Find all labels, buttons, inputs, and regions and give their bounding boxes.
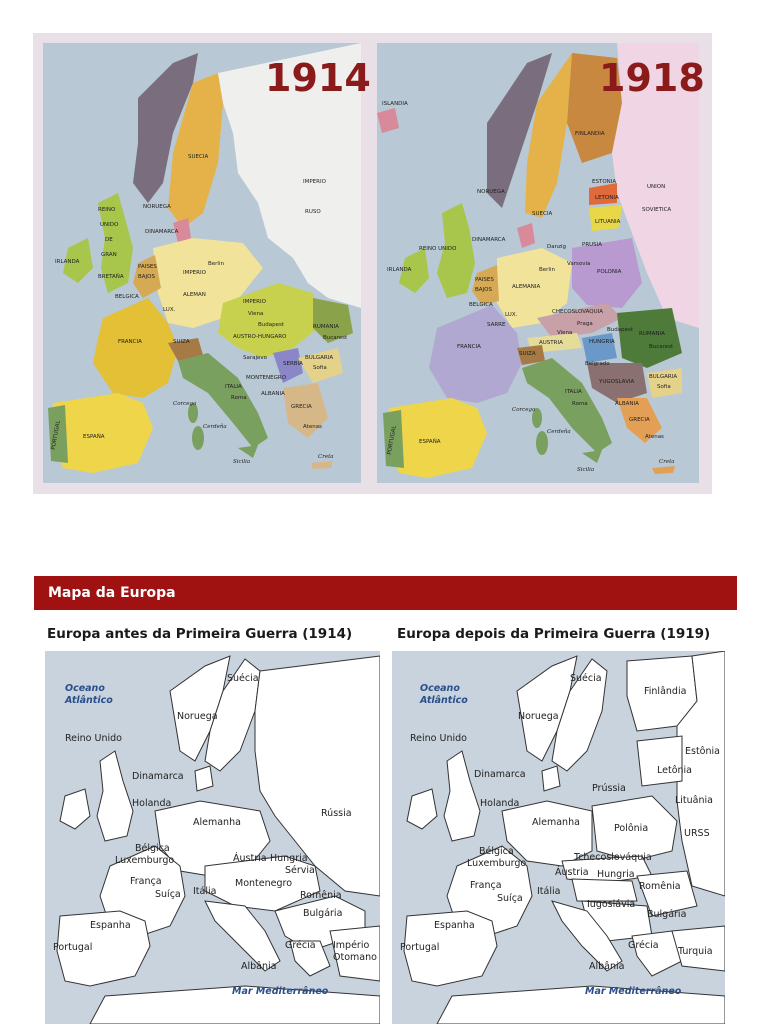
label-suecia: SUECIA bbox=[532, 211, 553, 217]
label-sovietica: SOVIETICA bbox=[642, 207, 672, 213]
year-label-1918: 1918 bbox=[599, 56, 705, 100]
label-berlin: Berlin bbox=[208, 261, 224, 267]
label-holanda: Holanda bbox=[480, 798, 520, 809]
label-reino-unido: REINO UNIDO bbox=[419, 246, 457, 252]
label-paises-1: PAISES bbox=[475, 277, 494, 283]
label-albania: ALBANIA bbox=[615, 401, 639, 407]
label-espana: ESPAÑA bbox=[83, 434, 105, 440]
label-noruega: Noruega bbox=[177, 711, 218, 722]
label-suica: Suíça bbox=[155, 889, 181, 900]
label-budapest: Budapest bbox=[607, 327, 634, 333]
label-lux: LUX. bbox=[505, 312, 518, 318]
label-portugal: Portugal bbox=[400, 942, 440, 953]
label-viena: Viena bbox=[248, 311, 264, 317]
label-atenas: Atenas bbox=[303, 424, 322, 430]
label-corcega: Corcega bbox=[512, 407, 536, 413]
label-oceano-2: Atlântico bbox=[65, 695, 113, 706]
label-reino-1: REINO bbox=[98, 207, 116, 213]
label-dinamarca: Dinamarca bbox=[132, 771, 184, 782]
label-noruega: Noruega bbox=[518, 711, 559, 722]
land-denmark bbox=[195, 766, 213, 791]
label-imperio-au: IMPERIO bbox=[243, 299, 266, 305]
label-romenia: Romênia bbox=[639, 881, 681, 892]
label-danzig: Danzig bbox=[547, 244, 566, 250]
map-1914 bbox=[43, 43, 371, 483]
label-letonia: Letônia bbox=[657, 765, 692, 776]
label-grecia: Grécia bbox=[628, 940, 659, 951]
label-mar-mediterraneo: Mar Mediterrâneo bbox=[232, 986, 329, 997]
label-hungria: HUNGRIA bbox=[589, 339, 615, 345]
map-after-war bbox=[392, 651, 725, 1024]
label-bulgaria: Bulgária bbox=[303, 908, 343, 919]
colored-maps-svg bbox=[33, 33, 712, 494]
label-dinamarca: Dinamarca bbox=[474, 769, 526, 780]
label-iugoslavia: Iugoslávia bbox=[587, 899, 636, 910]
label-austro-hungaro: AUSTRO-HUNGARO bbox=[233, 334, 287, 340]
label-budapest: Budapest bbox=[258, 322, 285, 328]
label-dinamarca: DINAMARCA bbox=[145, 229, 179, 235]
label-grecia: GRECIA bbox=[291, 404, 312, 410]
label-irlanda: IRLANDA bbox=[387, 267, 412, 273]
label-creta: Creta bbox=[318, 454, 334, 460]
label-austria: Áustria bbox=[555, 867, 589, 878]
label-letonia: LETONIA bbox=[595, 195, 619, 201]
label-tchecoslovaquia: Tchecoslováquia bbox=[574, 852, 652, 863]
label-sarre: SARRE bbox=[487, 322, 506, 328]
label-alemania: ALEMANIA bbox=[512, 284, 541, 290]
label-oceano-2: Atlântico bbox=[420, 695, 468, 706]
label-sofia: Sofia bbox=[657, 384, 671, 390]
label-rumania: RUMANIA bbox=[639, 331, 665, 337]
label-italia: Itália bbox=[537, 886, 561, 897]
label-russia: Rússia bbox=[321, 808, 352, 819]
label-cerdena: Cerdeña bbox=[203, 424, 227, 430]
label-bulgaria: Bulgária bbox=[647, 909, 687, 920]
subtitle-after-war: Europa depois da Primeira Guerra (1919) bbox=[397, 626, 711, 642]
region-spain bbox=[50, 393, 153, 473]
label-italia: Itália bbox=[193, 886, 217, 897]
label-oceano-1: Oceano bbox=[65, 683, 105, 694]
label-bucarest: Bucarest bbox=[323, 335, 348, 341]
label-francia: FRANCIA bbox=[118, 339, 142, 345]
label-dinamarca: DINAMARCA bbox=[472, 237, 506, 243]
label-bucarest: Bucarest bbox=[649, 344, 674, 350]
label-italia: ITALIA bbox=[225, 384, 242, 390]
label-irlanda: IRLANDA bbox=[55, 259, 80, 265]
label-reino-4: GRAN bbox=[101, 252, 117, 258]
label-portugal: PORTUGAL bbox=[50, 420, 62, 451]
label-portugal: PORTUGAL bbox=[386, 425, 398, 456]
label-sicilia: Sicilia bbox=[233, 459, 251, 465]
label-paises-2: BAJOS bbox=[138, 274, 155, 280]
region-lithuania bbox=[589, 205, 622, 231]
label-lituania: Lituânia bbox=[675, 795, 713, 806]
label-imperio-aleman-1: IMPERIO bbox=[183, 270, 206, 276]
label-alemanha: Alemanha bbox=[532, 817, 580, 828]
label-servia: Sérvia bbox=[285, 865, 315, 876]
label-oceano-1: Oceano bbox=[420, 683, 460, 694]
label-sarajevo: Sarajevo bbox=[243, 355, 268, 361]
label-estonia: ESTONIA bbox=[592, 179, 617, 185]
label-suecia: Suécia bbox=[570, 673, 602, 684]
land-baltics bbox=[637, 736, 682, 786]
label-espana: ESPAÑA bbox=[419, 439, 441, 445]
label-belgica: Bélgica bbox=[135, 843, 170, 854]
label-espanha: Espanha bbox=[434, 920, 475, 931]
label-corcega: Corcega bbox=[173, 401, 197, 407]
label-reino-unido: Reino Unido bbox=[410, 733, 467, 744]
label-polonia: POLONIA bbox=[597, 269, 622, 275]
label-viena: Viena bbox=[557, 330, 573, 336]
label-belgica: BELGICA bbox=[115, 294, 139, 300]
label-hungria: Hungria bbox=[597, 869, 635, 880]
label-bulgaria: BULGARIA bbox=[305, 355, 334, 361]
label-finlandia: FINLANDIA bbox=[575, 131, 605, 137]
label-albania: Albânia bbox=[241, 961, 277, 972]
label-roma: Roma bbox=[572, 401, 588, 407]
label-imperio-ruso-2: RUSO bbox=[305, 209, 321, 215]
label-austria: AUSTRIA bbox=[539, 340, 563, 346]
panel-header-title: Mapa da Europa bbox=[48, 585, 176, 601]
label-creta: Creta bbox=[659, 459, 675, 465]
subtitle-before-war: Europa antes da Primeira Guerra (1914) bbox=[47, 626, 353, 642]
panel-header bbox=[34, 576, 737, 610]
label-suiza: SUIZA bbox=[519, 351, 536, 357]
region-hungary bbox=[582, 333, 617, 363]
label-praga: Praga bbox=[577, 321, 593, 327]
label-montenegro: MONTENEGRO bbox=[246, 375, 287, 381]
label-reino-2: UNIDO bbox=[100, 222, 119, 228]
label-lux: LUX. bbox=[163, 307, 176, 313]
label-suica: Suíça bbox=[497, 893, 523, 904]
label-urss: URSS bbox=[684, 828, 710, 839]
label-finlandia: Finlândia bbox=[644, 686, 687, 697]
label-grecia: Grécia bbox=[285, 940, 316, 951]
label-sofia: Sofia bbox=[313, 365, 327, 371]
label-italia: ITALIA bbox=[565, 389, 582, 395]
label-roma: Roma bbox=[231, 395, 247, 401]
historical-maps-1914-1918 bbox=[33, 33, 712, 494]
label-sicilia: Sicilia bbox=[577, 467, 595, 473]
label-yugoslavia: YUGOSLAVIA bbox=[599, 379, 635, 385]
label-alemanha: Alemanha bbox=[193, 817, 241, 828]
label-portugal: Portugal bbox=[53, 942, 93, 953]
label-imperio-2: Otomano bbox=[333, 952, 377, 963]
label-paises-1: PAISES bbox=[138, 264, 157, 270]
label-islandia: ISLANDIA bbox=[382, 101, 408, 107]
label-montenegro: Montenegro bbox=[235, 878, 293, 889]
label-romenia: Romênia bbox=[300, 890, 342, 901]
label-estonia: Estônia bbox=[685, 746, 720, 757]
label-prusia: PRUSIA bbox=[582, 242, 603, 248]
label-polonia: Polônia bbox=[614, 823, 649, 834]
region-bulgaria bbox=[647, 368, 682, 398]
label-bulgaria: BULGARIA bbox=[649, 374, 678, 380]
label-rumania: RUMANIA bbox=[313, 324, 339, 330]
label-checoslovaquia: CHECOSLOVAQUIA bbox=[552, 309, 604, 315]
label-suiza: SUIZA bbox=[173, 339, 190, 345]
label-imperio-ruso-1: IMPERIO bbox=[303, 179, 326, 185]
land-austria-hungary bbox=[572, 879, 637, 901]
label-noruega: NORUEGA bbox=[477, 189, 505, 195]
label-grecia: GRECIA bbox=[629, 417, 650, 423]
label-paises-2: BAJOS bbox=[475, 287, 492, 293]
label-atenas: Atenas bbox=[645, 434, 664, 440]
label-austria-hungria: Áustria-Hungria bbox=[233, 853, 308, 864]
year-label-1914: 1914 bbox=[265, 56, 371, 100]
map-1918 bbox=[377, 43, 705, 483]
label-reino-3: DE bbox=[105, 237, 113, 243]
label-imperio-aleman-2: ALEMAN bbox=[183, 292, 206, 298]
land-denmark bbox=[542, 766, 560, 791]
label-holanda: Holanda bbox=[132, 798, 172, 809]
label-luxemburgo: Luxemburgo bbox=[115, 855, 175, 866]
label-turquia: Turquia bbox=[678, 946, 713, 957]
label-union: UNION bbox=[647, 184, 666, 190]
map-before-war bbox=[45, 651, 380, 1024]
label-varsovia: Varsovia bbox=[567, 261, 591, 267]
label-francia: FRANCIA bbox=[457, 344, 481, 350]
label-cerdena: Cerdeña bbox=[547, 429, 571, 435]
label-belgrado: Belgrado bbox=[585, 361, 610, 367]
label-franca: França bbox=[470, 880, 502, 891]
label-imperio-1: Império bbox=[333, 940, 370, 951]
label-belgica: Bélgica bbox=[479, 846, 514, 857]
label-serbia: SERBIA bbox=[283, 361, 303, 367]
label-franca: França bbox=[130, 876, 162, 887]
label-espanha: Espanha bbox=[90, 920, 131, 931]
label-reino-unido: Reino Unido bbox=[65, 733, 122, 744]
label-suecia: SUECIA bbox=[188, 154, 209, 160]
label-berlin: Berlin bbox=[539, 267, 555, 273]
label-luxemburgo: Luxemburgo bbox=[467, 858, 527, 869]
label-lituania: LITUANIA bbox=[595, 219, 621, 225]
label-albania: ALBANIA bbox=[261, 391, 285, 397]
label-noruega: NORUEGA bbox=[143, 204, 171, 210]
label-mar-mediterraneo: Mar Mediterrâneo bbox=[585, 986, 682, 997]
label-bretana: BRETAÑA bbox=[98, 274, 124, 280]
label-albania: Albânia bbox=[589, 961, 625, 972]
label-suecia: Suécia bbox=[227, 673, 259, 684]
label-belgica: BELGICA bbox=[469, 302, 493, 308]
label-prussia: Prússia bbox=[592, 783, 626, 794]
